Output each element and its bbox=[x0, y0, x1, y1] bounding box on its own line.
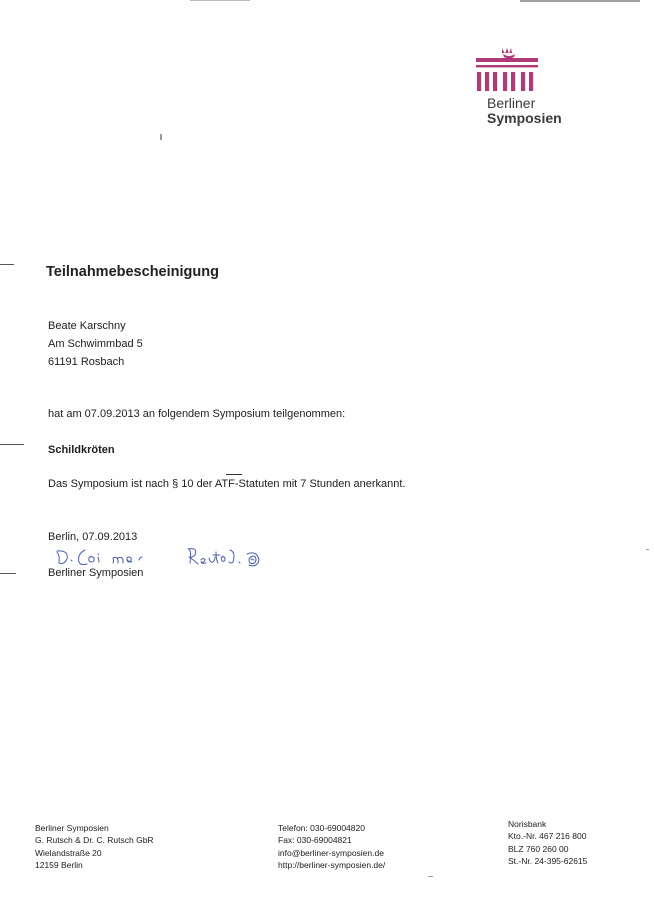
footer-contact-block bbox=[278, 822, 385, 872]
fold-mark bbox=[0, 444, 24, 445]
scan-speck bbox=[428, 876, 433, 877]
footer-bank-line: Kto.-Nr. 467 216 800 bbox=[508, 831, 587, 842]
recipient-name: Beate Karschny bbox=[48, 320, 126, 332]
footer-website: http://berliner-symposien.de/ bbox=[278, 860, 386, 871]
footer-bank-line: BLZ 760 260 00 bbox=[508, 843, 569, 854]
footer-bank-block bbox=[508, 818, 587, 868]
attendance-statement: hat am 07.09.2013 an folgendem Symposium teilgenommen: bbox=[48, 408, 346, 420]
footer-email: info@berliner-symposien.de bbox=[278, 847, 384, 858]
footer-bank-line: St.-Nr. 24-395-62615 bbox=[508, 856, 588, 867]
logo-text-symposien: Symposien bbox=[487, 110, 562, 126]
footer-company-line: Berliner Symposien bbox=[35, 823, 109, 833]
footer-company-line: G. Rutsch & Dr. C. Rutsch GbR bbox=[35, 835, 154, 846]
footer-bank-line: Norisbank bbox=[508, 819, 547, 829]
footer-fax: Fax: 030-69004821 bbox=[278, 835, 352, 846]
symposium-name: Schildkröten bbox=[48, 444, 115, 456]
fold-mark bbox=[0, 264, 14, 265]
scan-artifact bbox=[520, 0, 640, 2]
scan-speck bbox=[646, 549, 649, 550]
footer-phone: Telefon: 030-69004820 bbox=[278, 823, 365, 833]
pen-mark bbox=[226, 474, 242, 475]
recipient-street: Am Schwimmbad 5 bbox=[48, 338, 143, 350]
scan-speck bbox=[160, 134, 162, 140]
recognition-statement: Das Symposium ist nach § 10 der ATF-Statuten mit 7 Stunden anerkannt. bbox=[48, 478, 406, 490]
footer-company-block bbox=[35, 822, 154, 872]
signatory-name: Berliner Symposien bbox=[48, 567, 144, 579]
logo-text-berliner: Berliner bbox=[487, 95, 536, 111]
place-date: Berlin, 07.09.2013 bbox=[48, 531, 138, 543]
recipient-city: 61191 Rosbach bbox=[48, 356, 125, 368]
footer-company-line: 12159 Berlin bbox=[35, 860, 83, 871]
scan-artifact bbox=[190, 0, 250, 1]
document-title: Teilnahmebescheinigung bbox=[46, 264, 219, 280]
fold-mark bbox=[0, 573, 16, 574]
footer-company-line: Wielandstraße 20 bbox=[35, 847, 102, 858]
